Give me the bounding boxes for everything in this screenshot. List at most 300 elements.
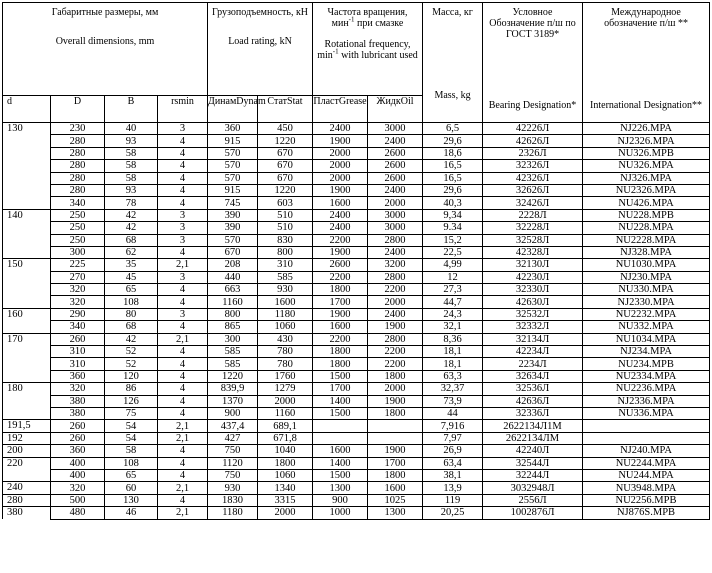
cell-dyn: 915 [208, 184, 258, 196]
cell-grease: 1800 [313, 284, 368, 296]
cell-B: 126 [105, 395, 158, 407]
cell-D: 280 [51, 147, 105, 159]
cell-rs: 3 [158, 123, 208, 135]
table-row [3, 494, 710, 506]
cell-grease: 2000 [313, 160, 368, 172]
cell-designation: 32332Л [483, 321, 583, 333]
cell-intl: NJ230.MPA [583, 271, 710, 283]
cell-oil: 3000 [368, 222, 423, 234]
intl-header-en: International Designation** [590, 100, 702, 111]
cell-stat: 1760 [258, 370, 313, 382]
cell-stat: 1180 [258, 308, 313, 320]
cell-D: 260 [51, 420, 105, 432]
sub-B: B [105, 96, 158, 123]
cell-rs: 4 [158, 457, 208, 469]
cell-intl: NU234.MPB [583, 358, 710, 370]
cell-stat: 2000 [258, 507, 313, 519]
cell-grease: 2000 [313, 147, 368, 159]
cell-mass: 7,916 [423, 420, 483, 432]
cell-designation: 32130Л [483, 259, 583, 271]
table-row [3, 271, 710, 283]
cell-intl: NJ328.MPA [583, 246, 710, 258]
cell-rs: 4 [158, 383, 208, 395]
cell-rs: 2,1 [158, 482, 208, 494]
cell-grease: 2000 [313, 172, 368, 184]
cell-rs: 3 [158, 308, 208, 320]
cell-designation: 32634Л [483, 370, 583, 382]
cell-B: 54 [105, 420, 158, 432]
cell-B: 78 [105, 197, 158, 209]
table-row [3, 172, 710, 184]
dims-header-ru: Габаритные размеры, мм [51, 7, 159, 18]
cell-B: 93 [105, 184, 158, 196]
table-row [3, 469, 710, 481]
cell-stat: 1060 [258, 321, 313, 333]
cell-rs: 2,1 [158, 507, 208, 519]
cell-D: 280 [51, 135, 105, 147]
cell-D: 260 [51, 333, 105, 345]
cell-grease: 2400 [313, 123, 368, 135]
cell-intl: NJ234.MPA [583, 346, 710, 358]
cell-D: 480 [51, 507, 105, 519]
cell-mass: 9.34 [423, 222, 483, 234]
cell-designation: 42328Л [483, 246, 583, 258]
table-row [3, 209, 710, 221]
cell-dyn: 585 [208, 346, 258, 358]
cell-oil: 2000 [368, 296, 423, 308]
cell-grease: 2600 [313, 259, 368, 271]
cell-rs: 4 [158, 395, 208, 407]
cell-D: 340 [51, 321, 105, 333]
cell-B: 58 [105, 172, 158, 184]
cell-designation: 2234Л [483, 358, 583, 370]
cell-B: 60 [105, 482, 158, 494]
cell-designation: 2622134ЛМ [483, 432, 583, 444]
cell-D: 310 [51, 346, 105, 358]
cell-grease: 1900 [313, 308, 368, 320]
cell-intl: NU3948.MPA [583, 482, 710, 494]
table-row [3, 507, 710, 519]
cell-mass: 18,6 [423, 147, 483, 159]
cell-d: 380 [3, 507, 51, 519]
cell-dyn: 570 [208, 234, 258, 246]
cell-rs: 4 [158, 370, 208, 382]
cell-intl: NU2232.MPA [583, 308, 710, 320]
cell-D: 320 [51, 296, 105, 308]
cell-B: 108 [105, 457, 158, 469]
cell-intl: NU2326.MPA [583, 184, 710, 196]
cell-designation: 32326Л [483, 160, 583, 172]
table-row [3, 420, 710, 432]
table-row [3, 358, 710, 370]
cell-D: 250 [51, 222, 105, 234]
cell-designation: 2326Л [483, 147, 583, 159]
table-row [3, 445, 710, 457]
cell-oil: 2800 [368, 271, 423, 283]
cell-designation: 42226Л [483, 123, 583, 135]
cell-stat: 1279 [258, 383, 313, 395]
cell-stat: 585 [258, 271, 313, 283]
cell-D: 360 [51, 370, 105, 382]
cell-B: 40 [105, 123, 158, 135]
cell-B: 52 [105, 346, 158, 358]
cell-intl: NU244.MPA [583, 469, 710, 481]
cell-oil: 3000 [368, 209, 423, 221]
table-row [3, 457, 710, 469]
cell-rs: 4 [158, 172, 208, 184]
cell-B: 58 [105, 160, 158, 172]
cell-dyn: 585 [208, 358, 258, 370]
cell-designation: 3032948Л [483, 482, 583, 494]
cell-dyn: 427 [208, 432, 258, 444]
cell-intl: NJ326.MPA [583, 172, 710, 184]
cell-stat: 670 [258, 160, 313, 172]
cell-mass: 22,5 [423, 246, 483, 258]
cell-B: 80 [105, 308, 158, 320]
intl-header [583, 3, 710, 123]
cell-oil: 1600 [368, 482, 423, 494]
cell-mass: 20,25 [423, 507, 483, 519]
cell-dyn: 570 [208, 172, 258, 184]
cell-stat: 671,8 [258, 432, 313, 444]
cell-grease: 1000 [313, 507, 368, 519]
cell-oil: 1800 [368, 370, 423, 382]
cell-D: 290 [51, 308, 105, 320]
cell-mass: 63,3 [423, 370, 483, 382]
cell-oil: 3200 [368, 259, 423, 271]
cell-rs: 2,1 [158, 333, 208, 345]
cell-oil [368, 420, 423, 432]
table-row [3, 482, 710, 494]
cell-dyn: 390 [208, 209, 258, 221]
cell-B: 120 [105, 370, 158, 382]
cell-rs: 4 [158, 147, 208, 159]
cell-mass: 16,5 [423, 172, 483, 184]
cell-dyn: 750 [208, 469, 258, 481]
cell-designation: 1002876Л [483, 507, 583, 519]
cell-oil [368, 432, 423, 444]
cell-B: 62 [105, 246, 158, 258]
cell-stat: 2000 [258, 395, 313, 407]
cell-intl: NU2244.MPA [583, 457, 710, 469]
freq-header [313, 3, 423, 96]
cell-intl [583, 420, 710, 432]
load-header [208, 3, 313, 96]
cell-dyn: 745 [208, 197, 258, 209]
cell-intl: NU1034.MPA [583, 333, 710, 345]
cell-mass: 16,5 [423, 160, 483, 172]
cell-rs: 4 [158, 284, 208, 296]
cell-intl: NU336.MPA [583, 407, 710, 419]
table-row [3, 308, 710, 320]
cell-grease: 1600 [313, 445, 368, 457]
cell-grease: 1600 [313, 321, 368, 333]
cell-dyn: 930 [208, 482, 258, 494]
cell-rs: 4 [158, 346, 208, 358]
cell-intl: NU330.MPA [583, 284, 710, 296]
cell-mass: 32,37 [423, 383, 483, 395]
cell-mass: 18,1 [423, 358, 483, 370]
cell-dyn: 915 [208, 135, 258, 147]
cell-B: 54 [105, 432, 158, 444]
cell-B: 58 [105, 445, 158, 457]
cell-B: 93 [105, 135, 158, 147]
cell-grease: 1400 [313, 395, 368, 407]
cell-D: 225 [51, 259, 105, 271]
cell-dyn: 670 [208, 246, 258, 258]
cell-stat: 430 [258, 333, 313, 345]
sub-static: СтатStat [258, 96, 313, 123]
cell-intl: NU332.MPA [583, 321, 710, 333]
cell-grease: 2200 [313, 271, 368, 283]
cell-oil: 2600 [368, 147, 423, 159]
table-row [3, 407, 710, 419]
cell-D: 270 [51, 271, 105, 283]
cell-d: 192 [3, 432, 51, 444]
cell-intl: NJ2330.MPA [583, 296, 710, 308]
cell-mass: 38,1 [423, 469, 483, 481]
cell-rs: 4 [158, 407, 208, 419]
intl-header-ru: Международное обозначение п/ш ** [604, 7, 688, 29]
cell-mass: 7,97 [423, 432, 483, 444]
cell-designation: 32330Л [483, 284, 583, 296]
cell-grease: 1300 [313, 482, 368, 494]
cell-B: 58 [105, 147, 158, 159]
sub-grease: ПластGrease [313, 96, 368, 123]
cell-D: 230 [51, 123, 105, 135]
cell-dyn: 360 [208, 123, 258, 135]
cell-designation: 42326Л [483, 172, 583, 184]
cell-oil: 1800 [368, 469, 423, 481]
cell-intl: NU326.MPA [583, 160, 710, 172]
cell-rs: 3 [158, 271, 208, 283]
cell-stat: 800 [258, 246, 313, 258]
cond-header-en: Bearing Designation* [488, 100, 577, 111]
cell-stat: 780 [258, 346, 313, 358]
cell-B: 42 [105, 333, 158, 345]
cond-header-ru: Условное Обозначение п/ш по ГОСТ 3189* [489, 7, 576, 40]
cell-d: 191,5 [3, 420, 51, 432]
cell-mass: 15,2 [423, 234, 483, 246]
table-row [3, 284, 710, 296]
cell-oil: 2400 [368, 308, 423, 320]
cell-oil: 3000 [368, 123, 423, 135]
cell-stat: 3315 [258, 494, 313, 506]
table-row [3, 234, 710, 246]
cell-B: 108 [105, 296, 158, 308]
cell-dyn: 437,4 [208, 420, 258, 432]
table-row [3, 197, 710, 209]
cell-designation: 32426Л [483, 197, 583, 209]
cell-d: 140 [3, 209, 51, 259]
mass-header-en: Mass, kg [434, 90, 471, 101]
cell-grease: 2200 [313, 234, 368, 246]
dims-header [3, 3, 208, 96]
cell-d: 150 [3, 259, 51, 309]
cell-designation: 32244Л [483, 469, 583, 481]
cell-mass: 44,7 [423, 296, 483, 308]
table-row [3, 147, 710, 159]
load-header-ru: Грузоподъемность, кН [211, 7, 309, 18]
cell-intl: NJ2336.MPA [583, 395, 710, 407]
cell-oil: 2800 [368, 333, 423, 345]
cell-oil: 1300 [368, 507, 423, 519]
cond-header [483, 3, 583, 123]
table-row [3, 395, 710, 407]
cell-B: 35 [105, 259, 158, 271]
cell-oil: 2200 [368, 346, 423, 358]
cell-grease: 1500 [313, 370, 368, 382]
cell-mass: 119 [423, 494, 483, 506]
cell-dyn: 900 [208, 407, 258, 419]
cell-grease: 1500 [313, 469, 368, 481]
cell-intl: NU2334.MPA [583, 370, 710, 382]
table-row [3, 333, 710, 345]
cell-d: 180 [3, 383, 51, 420]
cell-dyn: 1370 [208, 395, 258, 407]
cell-dyn: 750 [208, 445, 258, 457]
cell-stat: 1220 [258, 184, 313, 196]
cell-D: 340 [51, 197, 105, 209]
cell-mass: 4,99 [423, 259, 483, 271]
sub-dynamic: ДинамDynam [208, 96, 258, 123]
cell-grease [313, 420, 368, 432]
cell-intl: NJ226.MPA [583, 123, 710, 135]
cell-designation: 42240Л [483, 445, 583, 457]
cell-grease: 900 [313, 494, 368, 506]
cell-intl: NU2256.MPB [583, 494, 710, 506]
cell-designation: 2556Л [483, 494, 583, 506]
cell-stat: 930 [258, 284, 313, 296]
cell-designation: 42230Л [483, 271, 583, 283]
cell-designation: 32228Л [483, 222, 583, 234]
cell-d: 160 [3, 308, 51, 333]
cell-D: 250 [51, 234, 105, 246]
cell-oil: 1900 [368, 445, 423, 457]
cell-rs: 4 [158, 358, 208, 370]
cell-grease: 1700 [313, 296, 368, 308]
cell-mass: 9,34 [423, 209, 483, 221]
cell-oil: 2800 [368, 234, 423, 246]
cell-grease: 1900 [313, 135, 368, 147]
cell-D: 250 [51, 209, 105, 221]
cell-D: 280 [51, 160, 105, 172]
cell-stat: 603 [258, 197, 313, 209]
cell-stat: 689,1 [258, 420, 313, 432]
cell-rs: 4 [158, 184, 208, 196]
cell-oil: 1900 [368, 321, 423, 333]
cell-D: 500 [51, 494, 105, 506]
cell-rs: 3 [158, 222, 208, 234]
cell-grease: 2200 [313, 333, 368, 345]
cell-grease: 1900 [313, 184, 368, 196]
cell-D: 310 [51, 358, 105, 370]
cell-B: 130 [105, 494, 158, 506]
cell-D: 380 [51, 407, 105, 419]
table-row [3, 346, 710, 358]
cell-B: 45 [105, 271, 158, 283]
table-row [3, 222, 710, 234]
sub-D: D [51, 96, 105, 123]
cell-mass: 8,36 [423, 333, 483, 345]
cell-designation: 32544Л [483, 457, 583, 469]
table-row [3, 259, 710, 271]
cell-stat: 1060 [258, 469, 313, 481]
cell-dyn: 390 [208, 222, 258, 234]
cell-D: 360 [51, 445, 105, 457]
cell-grease: 1400 [313, 457, 368, 469]
cell-stat: 1160 [258, 407, 313, 419]
cell-intl: NU2236.MPA [583, 383, 710, 395]
cell-oil: 2400 [368, 135, 423, 147]
cell-rs: 4 [158, 160, 208, 172]
cell-mass: 44 [423, 407, 483, 419]
cell-mass: 32,1 [423, 321, 483, 333]
cell-d: 280 [3, 494, 51, 506]
cell-D: 400 [51, 457, 105, 469]
table-row [3, 246, 710, 258]
cell-B: 52 [105, 358, 158, 370]
cell-rs: 4 [158, 296, 208, 308]
cell-B: 68 [105, 321, 158, 333]
cell-stat: 1340 [258, 482, 313, 494]
cell-dyn: 865 [208, 321, 258, 333]
freq-header-ru: Частота вращения, мин$^{-1}$ при смазке [327, 7, 408, 29]
cell-stat: 310 [258, 259, 313, 271]
cell-dyn: 440 [208, 271, 258, 283]
cell-designation: 42636Л [483, 395, 583, 407]
cell-stat: 510 [258, 222, 313, 234]
cell-dyn: 800 [208, 308, 258, 320]
sub-oil: ЖидкOil [368, 96, 423, 123]
cell-D: 320 [51, 383, 105, 395]
cell-mass: 27,3 [423, 284, 483, 296]
cell-rs: 4 [158, 321, 208, 333]
cell-designation: 2228Л [483, 209, 583, 221]
cell-intl: NU326.MPB [583, 147, 710, 159]
cell-designation: 32532Л [483, 308, 583, 320]
cell-stat: 830 [258, 234, 313, 246]
cell-intl: NJ240.MPA [583, 445, 710, 457]
cell-oil: 2200 [368, 358, 423, 370]
cell-D: 320 [51, 482, 105, 494]
cell-mass: 63,4 [423, 457, 483, 469]
cell-stat: 450 [258, 123, 313, 135]
cell-d: 200 [3, 445, 51, 457]
cell-oil: 2000 [368, 383, 423, 395]
mass-header-ru: Масса, кг [432, 7, 473, 18]
cell-D: 320 [51, 284, 105, 296]
cell-B: 42 [105, 222, 158, 234]
cell-designation: 42626Л [483, 135, 583, 147]
cell-dyn: 570 [208, 147, 258, 159]
cell-mass: 13,9 [423, 482, 483, 494]
cell-stat: 780 [258, 358, 313, 370]
cell-dyn: 663 [208, 284, 258, 296]
cell-D: 280 [51, 172, 105, 184]
cell-mass: 6,5 [423, 123, 483, 135]
cell-oil: 1900 [368, 395, 423, 407]
cell-intl: NU228.MPA [583, 222, 710, 234]
cell-designation: 32536Л [483, 383, 583, 395]
cell-mass: 18,1 [423, 346, 483, 358]
table-row [3, 432, 710, 444]
cell-oil: 1800 [368, 407, 423, 419]
load-header-en: Load rating, kN [228, 36, 292, 47]
bearing-table-body [3, 123, 710, 520]
cell-designation: 32336Л [483, 407, 583, 419]
cell-dyn: 300 [208, 333, 258, 345]
